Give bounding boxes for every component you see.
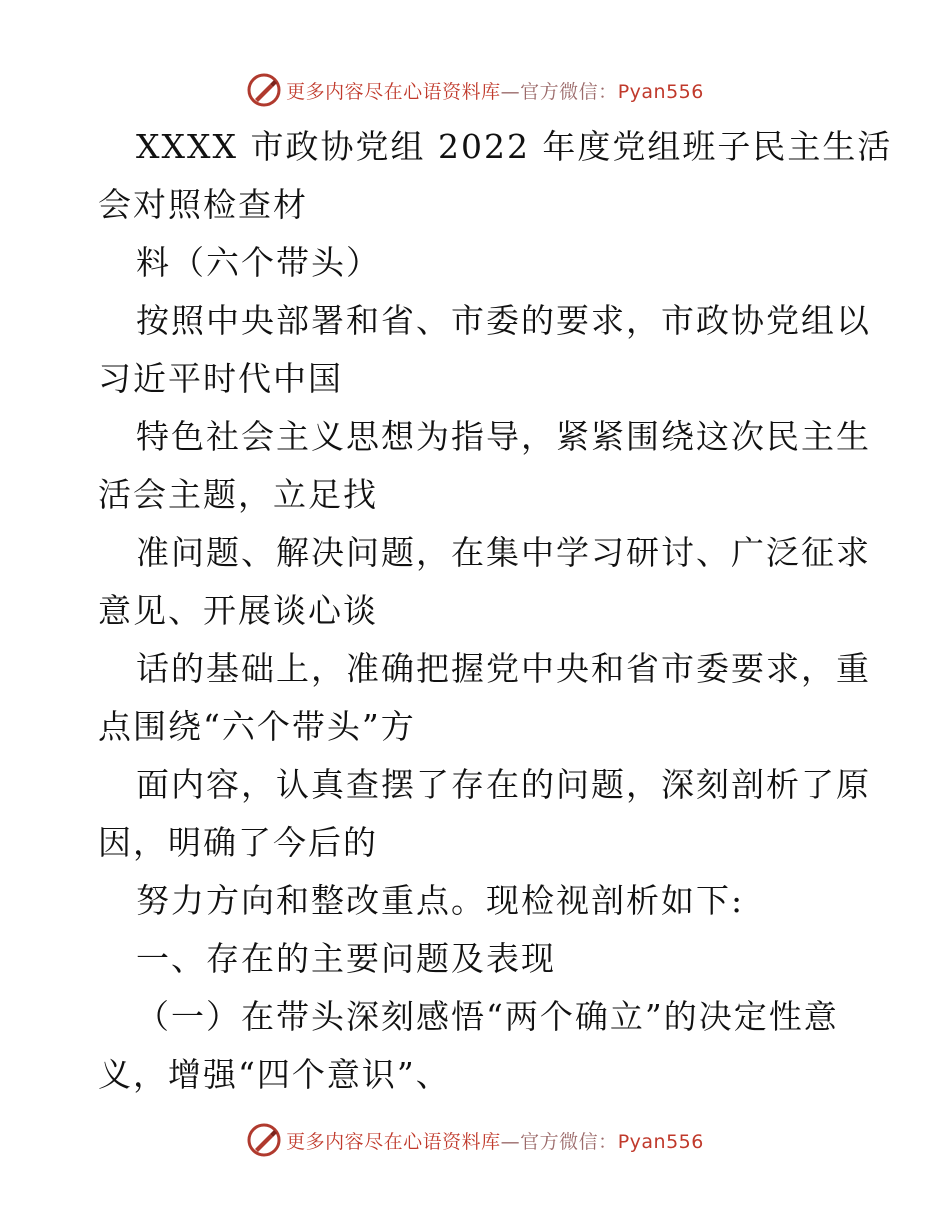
text-line: 义，增强“四个意识”、: [98, 1055, 451, 1094]
text-line: 意见、开展谈心谈: [98, 591, 378, 630]
watermark-main: 更多内容尽在心语资料库: [286, 1130, 501, 1153]
watermark-dash: —: [500, 80, 521, 103]
text-line: 因，明确了今后的: [98, 823, 378, 862]
text-line: 准问题、解决问题，在集中学习研讨、广泛征求: [136, 533, 871, 572]
watermark-dash: —: [500, 1130, 521, 1153]
watermark-wechat-id: Pyan556: [617, 1130, 704, 1153]
text-line: 话的基础上，准确把握党中央和省市委要求，重: [136, 649, 871, 688]
watermark-text: [286, 77, 704, 104]
watermark-wechat-id: Pyan556: [617, 80, 704, 103]
watermark-official-label: 官方微信：: [520, 80, 618, 103]
watermark-main: 更多内容尽在心语资料库: [286, 80, 501, 103]
text-line: 按照中央部署和省、市委的要求，市政协党组以: [136, 301, 871, 340]
text-line: 特色社会主义思想为指导，紧紧围绕这次民主生: [136, 417, 871, 456]
text-line: 点围绕“六个带头”方: [98, 707, 416, 746]
watermark-text: [286, 1127, 704, 1154]
text-line: 习近平时代中国: [98, 359, 343, 398]
text-line: 料（六个带头）: [136, 243, 381, 282]
pen-circle-logo-icon: [246, 1122, 282, 1158]
text-line: 会对照检查材: [98, 185, 308, 224]
text-line: XXXX 市政协党组 2022 年度党组班子民主生活: [136, 127, 893, 166]
text-line: （一）在带头深刻感悟“两个确立”的决定性意: [136, 997, 839, 1036]
text-line: 努力方向和整改重点。现检视剖析如下:: [136, 881, 745, 920]
watermark-official-label: 官方微信：: [520, 1130, 618, 1153]
text-line: 活会主题，立足找: [98, 475, 378, 514]
header-watermark: [0, 70, 950, 110]
document-body: [98, 118, 893, 1104]
pen-circle-logo-icon: [246, 72, 282, 108]
footer-watermark: [0, 1120, 950, 1160]
text-line: 面内容，认真查摆了存在的问题，深刻剖析了原: [136, 765, 871, 804]
text-line: 一、存在的主要问题及表现: [136, 939, 556, 978]
